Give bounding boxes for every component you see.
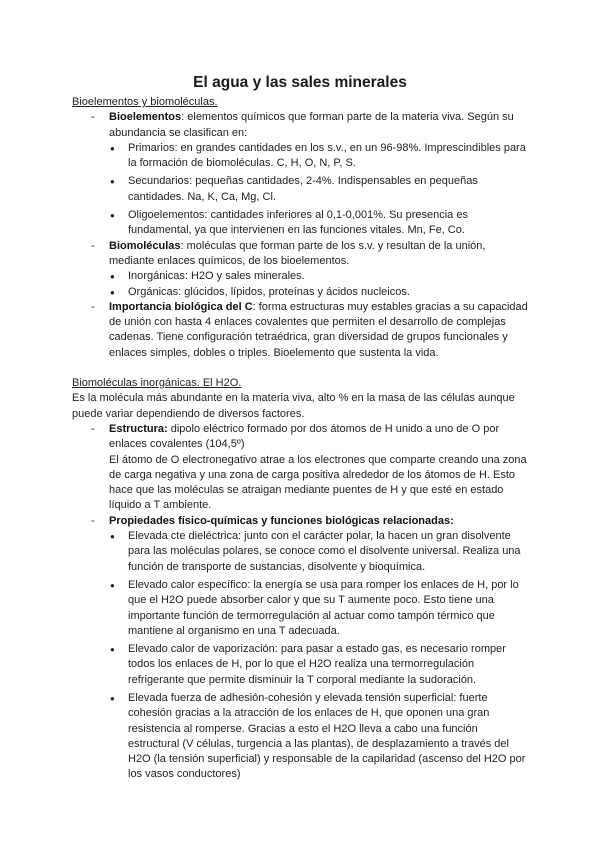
list-item-estructura (72, 422, 528, 514)
list-item-propiedades (72, 514, 528, 783)
definition-biomoleculas: : moléculas que forman parte de los s.v. y resultan de la unión, mediante enlaces químicos, de los bioelementos. (109, 239, 486, 267)
term-bioelementos: Bioelementos (109, 111, 182, 124)
definition-importancia: : forma estructuras muy estables gracias a su capacidad de unión con hasta 4 enlaces covalentes que permiten el desarrollo de complejas cadenas. Tiene configuración tetraédrica, gran diversidad de grupos funcionales y enlaces simples, dobles o triples. Bioelemento que sustenta la vida. (109, 300, 528, 359)
term-importancia: Importancia biológica del C (109, 300, 253, 313)
spacer (72, 361, 528, 376)
term-biomoleculas: Biomoléculas (109, 239, 181, 252)
definition-estructura: dipolo eléctrico formado por dos átomos de H unido a uno de O por enlaces covalentes (104,5º) (109, 422, 500, 451)
section-heading-h2o: Biomoléculas inorgánicas. El H2O. (72, 377, 242, 390)
biomoleculas-types-list (72, 269, 528, 300)
propiedades-list (72, 529, 528, 783)
list-item: ● Elevada cte dieléctrica: junto con el carácter polar, la hacen un gran disolvente para las moléculas polares, se conoce como el disolvente universal. Realiza una función de transporte de sustancias, disolvente y bioquímica. (72, 529, 528, 575)
definition-bioelementos: : elementos químicos que forman parte de la materia viva. Según su abundancia se clasifican en: (109, 111, 514, 139)
list-item: ● Elevado calor de vaporización: para pasar a estado gas, es necesario romper todos los enlaces de H, por lo que el H2O realiza una termorregulación refrigerante que permite disminuir la T corporal mediante la sudoración. (72, 642, 528, 688)
term-propiedades: Propiedades físico-químicas y funciones biológicas relacionadas: (109, 514, 454, 527)
intro-paragraph: Es la molécula más abundante en la materia viva, alto % en la masa de las células aunque puede variar dependiendo de diversos factores. (72, 392, 515, 420)
list-item: ● Elevada fuerza de adhesión-cohesión y elevada tensión superficial: fuerte cohesión gracias a la atracción de los enlaces de H, que oponen una gran resistencia al romperse. Gracias a esto el H2O lleva a cabo una función estructural (V células, turgencia a las plantas), de desplazamiento a través del H2O (la tensión superficial) y responsable de la capilaridad (ascenso del H2O por los vasos conductores) (72, 691, 528, 783)
document-title: El agua y las sales minerales (193, 74, 407, 91)
term-estructura: Estructura: (109, 422, 168, 435)
bioelementos-types-list (72, 141, 528, 239)
h2o-list (72, 422, 528, 783)
list-item-biomoleculas (72, 239, 528, 300)
estructura-paragraph: El átomo de O electronegativo atrae a los electrones que comparte creando una zona de carga negativa y una zona de carga positiva alrededor de los átomos de H. Esto hace que las moléculas se atraigan mediante puentes de H y que esté en estado líquido a T ambiente. (109, 453, 527, 512)
section-heading-bioelementos: Bioelementos y biomoléculas. (72, 96, 218, 108)
list-item-importancia (72, 300, 528, 361)
bioelementos-list (72, 110, 528, 361)
list-item: ● Oligoelementos: cantidades inferiores al 0,1-0,001%. Su presencia es fundamental, ya que intervienen en las funciones vitales. Mn, Fe, Co. (72, 208, 528, 239)
list-item: ● Elevado calor específico: la energía se usa para romper los enlaces de H, por lo que el H2O puede absorber calor y que su T aumente poco. Esto tiene una importante función de termorregulación al actuar como tampón térmico que mantiene al organismo en una T adecuada. (72, 578, 528, 639)
list-item: ● Inorgánicas: H2O y sales minerales. (72, 269, 528, 284)
list-item-bioelementos (72, 110, 528, 238)
list-item: ● Orgánicas: glúcidos, lípidos, proteínas y ácidos nucleicos. (72, 285, 528, 300)
list-item: ● Primarios: en grandes cantidades en los s.v., en un 96-98%. Imprescindibles para la formación de biomoléculas. C, H, O, N, P, S. (72, 141, 528, 172)
list-item: ● Secundarios: pequeñas cantidades, 2-4%. Indispensables en pequeñas cantidades. Na, K, Ca, Mg, Cl. (72, 174, 528, 205)
